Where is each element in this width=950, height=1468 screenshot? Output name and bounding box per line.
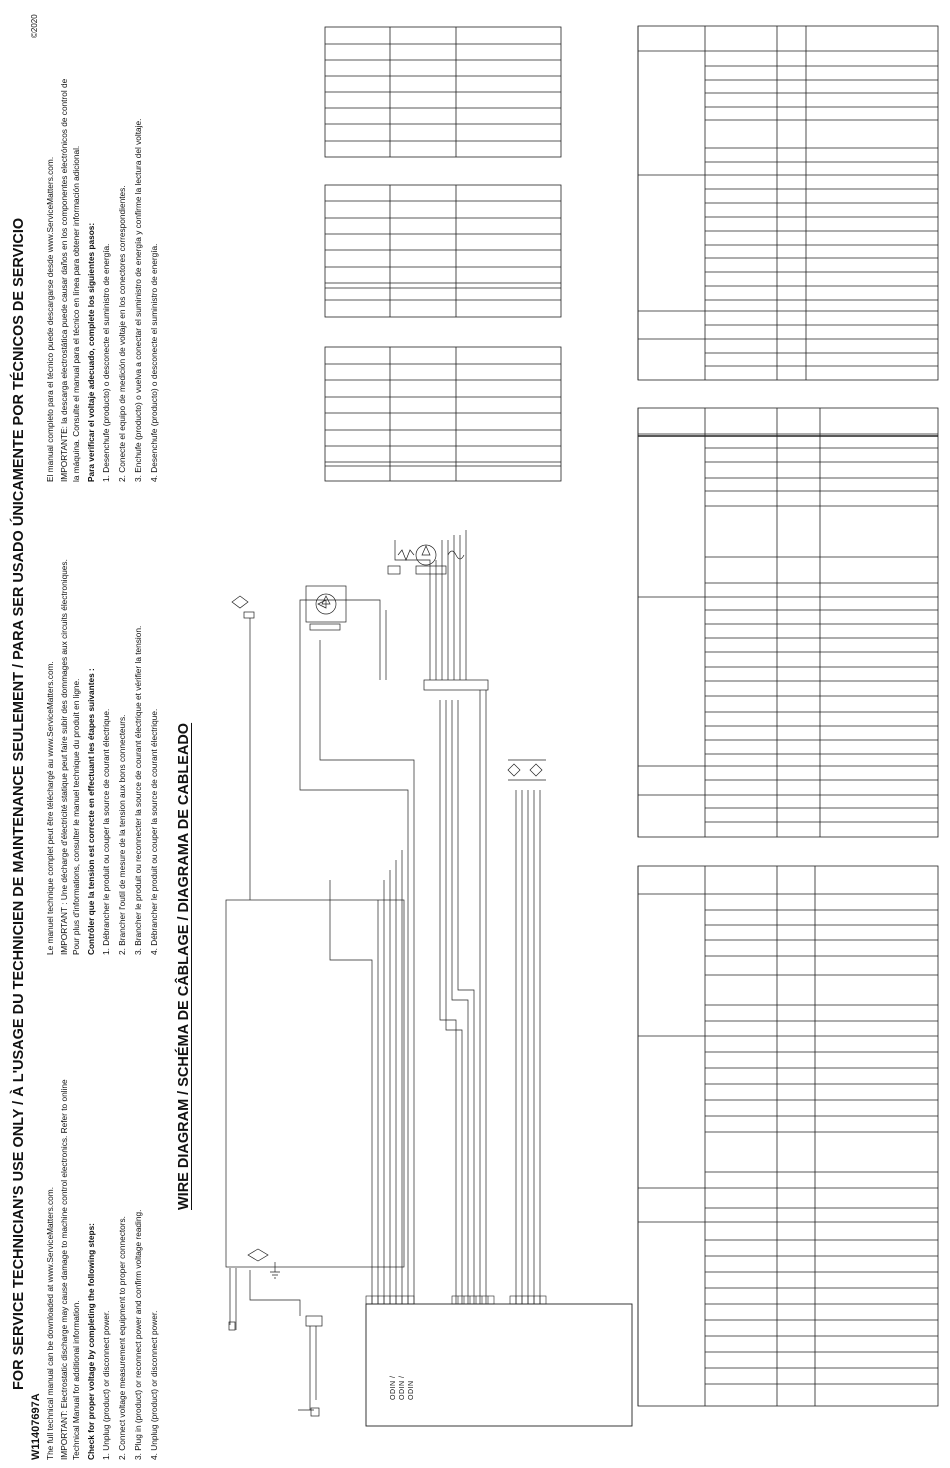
es-line-1: El manual completo para el técnico puede descargarse desde www.ServiceMatters.com.	[45, 156, 55, 482]
fr-line-1: Le manuel technique complet peut être téléchargé au www.ServiceMatters.com.	[45, 661, 55, 955]
fuse-box	[226, 900, 404, 1267]
en-line-2: IMPORTANT: Electrostatic discharge may cause damage to machine control electronics. Refer to online	[59, 1079, 69, 1460]
control-board	[366, 1304, 632, 1426]
copyright: ©2020	[30, 14, 39, 38]
fr-step-2: 2. Brancher l'outil de mesure de la tension aux bons connecteurs.	[117, 714, 127, 955]
en-step-1: 1. Unplug (product) or disconnect power.	[101, 1310, 111, 1460]
es-line-3: la máquina. Consulte el manual para el técnico en línea para obtener información adicional.	[71, 145, 81, 482]
en-step-4: 4. Unplug (product) or disconnect power.	[149, 1310, 159, 1460]
en-step-2: 2. Connect voltage measurement equipment to proper connectors.	[117, 1216, 127, 1460]
board-label: ODIN / ODIN / ODIN	[390, 1375, 415, 1400]
es-step-1: 1. Desenchufe (producto) o desconecte el suministro de energía.	[101, 243, 111, 482]
fr-step-4: 4. Débrancher le produit ou couper la source de courant électrique.	[149, 708, 159, 955]
es-step-3: 3. Enchufe (producto) o vuelva a conectar el suministro de energía y confirme la lectura del voltaje.	[133, 118, 143, 482]
es-line-2: IMPORTANTE: la descarga electrostática puede causar daños en los componentes electrónicos de control de	[59, 78, 69, 482]
en-step-3: 3. Plug in (product) or reconnect power and confirm voltage reading.	[133, 1209, 143, 1460]
wiring	[226, 530, 632, 1426]
en-steps-heading: Check for proper voltage by completing the following steps:	[86, 1223, 96, 1460]
es-step-4: 4. Desenchufe (producto) o desconecte el suministro de energía.	[149, 243, 159, 482]
es-steps-heading: Para verificar el voltaje adecuado, complete los siguientes pasos:	[86, 222, 96, 482]
fr-step-1: 1. Débrancher le produit ou couper la source de courant électrique.	[101, 708, 111, 955]
es-step-2: 2. Conecte el equipo de medición de voltaje en los conectores correspondientes.	[117, 185, 127, 482]
fr-line-3: Pour plus d'informations, consulter le manuel technique du produit en ligne.	[71, 678, 81, 955]
part-number: W11407697A	[30, 1393, 42, 1460]
spec-tables	[325, 26, 938, 1406]
fr-line-2: IMPORTANT : Une décharge d'électricité statique peut faire subir des dommages aux circuits électroniques.	[59, 559, 69, 955]
en-line-1: The full technical manual can be downloaded at www.ServiceMatters.com.	[45, 1186, 55, 1460]
mid-harness-connector	[424, 680, 488, 690]
wire-diagram-title: WIRE DIAGRAM / SCHÉMA DE CÂBLAGE / DIAGRAMA DE CABLEADO	[176, 722, 192, 1210]
fr-steps-heading: Contrôler que la tension est correcte en effectuant les étapes suivantes :	[86, 668, 96, 955]
en-line-3: Technical Manual for additional information.	[71, 1300, 81, 1460]
fr-step-3: 3. Brancher le produit ou reconnecter la source de courant électrique et vérifier la tension.	[133, 625, 143, 955]
page-title: FOR SERVICE TECHNICIAN'S USE ONLY / À L'USAGE DU TECHNICIEN DE MAINTENANCE SEULEMENT / PARA SER USADO ÚNICAMENTE POR TÉCNICOS DE SERVICIO	[11, 217, 27, 1390]
